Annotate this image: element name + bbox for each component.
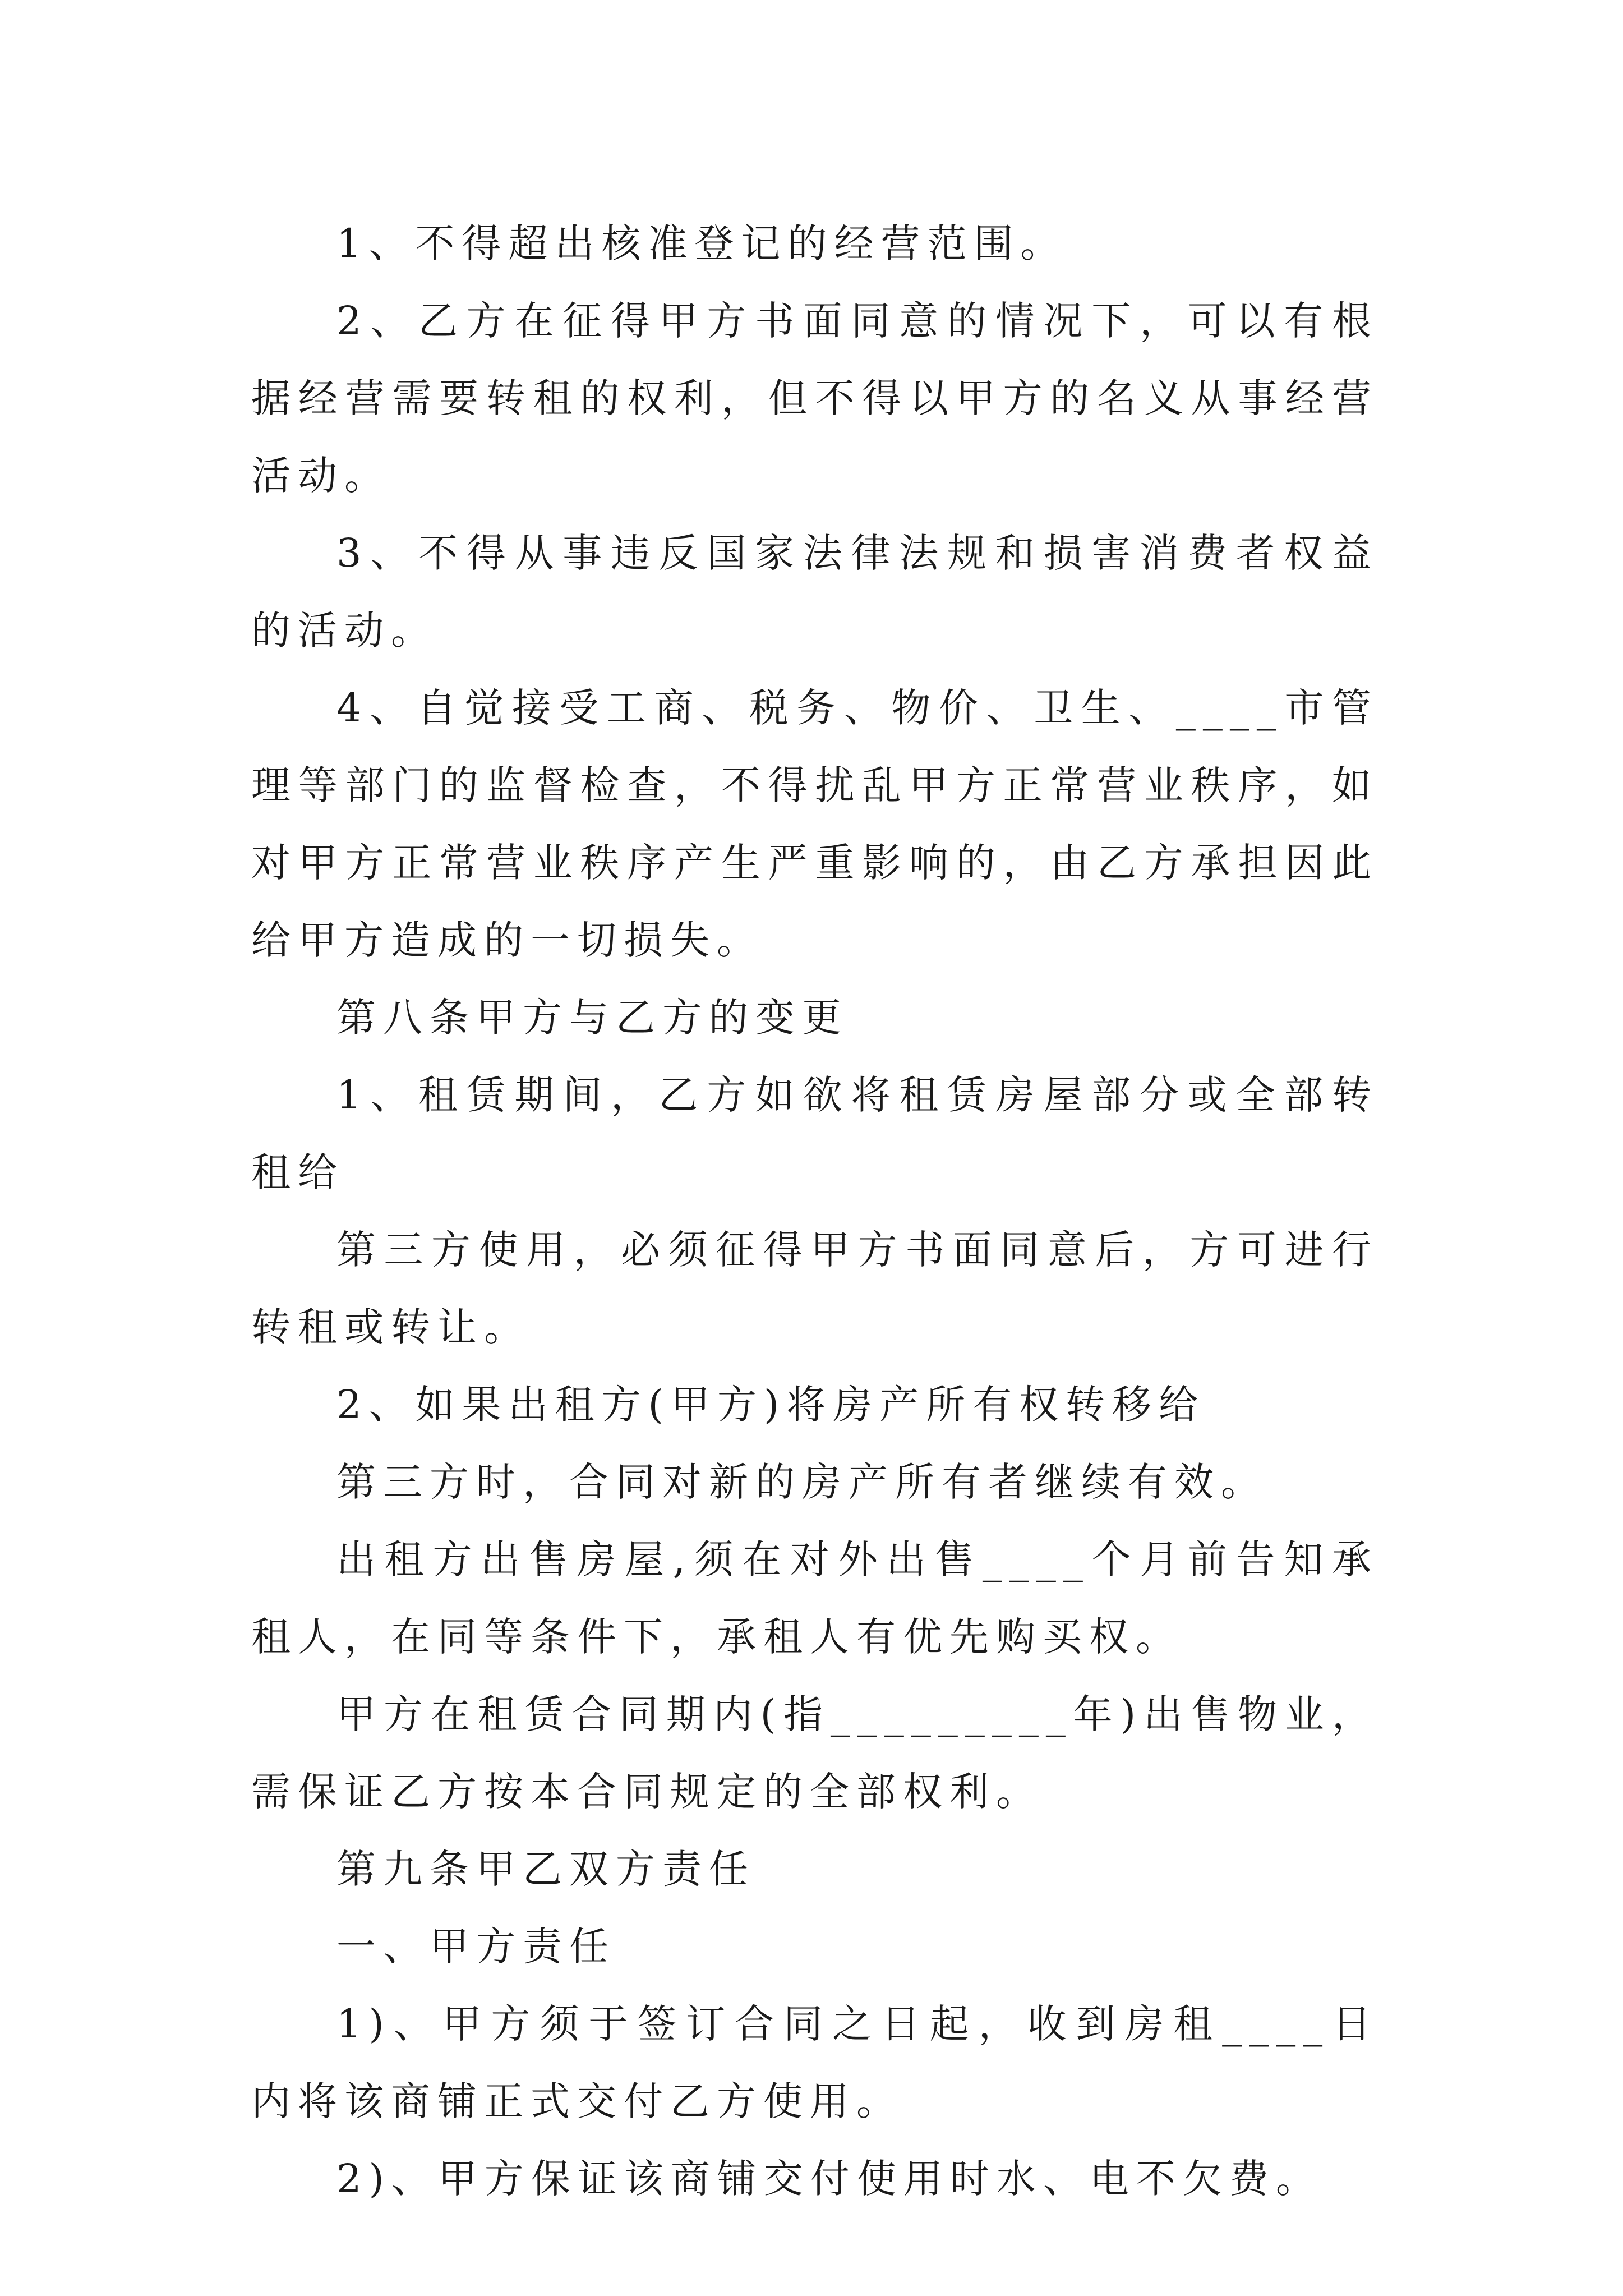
section-heading-article-8: 第八条甲方与乙方的变更 xyxy=(336,995,849,1041)
paragraph-clause-3: 3、不得从事违反国家法律法规和损害消费者权益的活动。 xyxy=(251,530,1378,654)
paragraph-article-8-item-2: 2、如果出租方(甲方)将房产所有权转移给 xyxy=(336,1382,1206,1428)
paragraph-clause-1: 1、不得超出核准登记的经营范围。 xyxy=(336,220,1067,266)
paragraph-article-8-item-1-cont: 第三方使用，必须征得甲方书面同意后，方可进行转租或转让。 xyxy=(251,1227,1378,1350)
paragraph-party-a-duty-2: 2)、甲方保证该商铺交付使用时水、电不欠费。 xyxy=(336,2156,1322,2202)
paragraph-clause-2: 2、乙方在征得甲方书面同意的情况下，可以有根据经营需要转租的权利，但不得以甲方的名义从事经营活动。 xyxy=(251,298,1378,499)
paragraph-sale-guarantee: 甲方在租赁合同期内(指_________年)出售物业，需保证乙方按本合同规定的全部权利。 xyxy=(251,1691,1378,1815)
section-heading-article-9: 第九条甲乙双方责任 xyxy=(336,1846,755,1892)
paragraph-clause-4: 4、自觉接受工商、税务、物价、卫生、____市管理等部门的监督检查，不得扰乱甲方正常营业秩序，如对甲方正常营业秩序产生严重影响的，由乙方承担因此给甲方造成的一切损失。 xyxy=(251,685,1378,963)
subheading-party-a-duty: 一、甲方责任 xyxy=(336,1924,616,1970)
document-body xyxy=(251,205,1378,2217)
paragraph-party-a-duty-1: 1)、甲方须于签订合同之日起，收到房租____日内将该商铺正式交付乙方使用。 xyxy=(251,2001,1378,2124)
paragraph-article-8-item-1: 1、租赁期间，乙方如欲将租赁房屋部分或全部转租给 xyxy=(251,1072,1378,1195)
paragraph-sale-notice: 出租方出售房屋,须在对外出售____个月前告知承租人，在同等条件下，承租人有优先购买权。 xyxy=(251,1536,1378,1660)
paragraph-article-8-item-2-cont: 第三方时，合同对新的房产所有者继续有效。 xyxy=(336,1459,1267,1505)
